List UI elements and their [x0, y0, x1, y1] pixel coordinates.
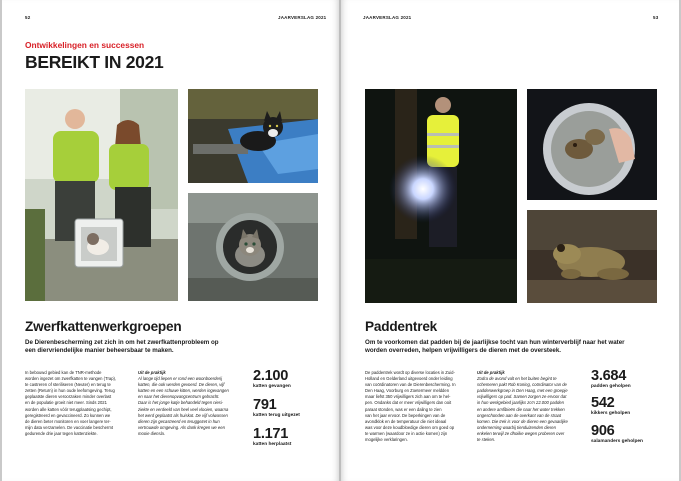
practice-quote	[138, 370, 250, 437]
quote-line: ongeschonden aan de overkant van de straat	[477, 412, 562, 418]
body-line: paraat stonden, was er een daling te zien	[365, 406, 442, 412]
quote-line: en andere amfibieën die naar het water trekken	[477, 406, 565, 412]
quote-text	[477, 376, 589, 443]
right-page	[341, 0, 679, 481]
quote-line: Al lange tijd liepen er rond een woonboerderij	[138, 376, 223, 382]
stat-cats-caught	[253, 369, 291, 389]
stat-toads-helped	[591, 369, 631, 389]
stat-cats-returned	[253, 398, 300, 418]
quote-line: paddenwerkgroep in Den Haag, met een groepje	[477, 388, 568, 394]
body-line: pen. Ondanks dat er meer vrijwilligers dan ooit	[365, 400, 452, 406]
body-line: gedurende drie jaar tegen kattenziekte.	[25, 430, 98, 436]
section-heading: Paddentrek	[365, 319, 438, 334]
quote-line: schemeren pakt Rob Koning, coördinator van de	[477, 382, 567, 388]
quote-line: Daar is het jonge katje behandeld tegen niesi-	[138, 400, 224, 406]
body-line: van coördinatoren van de Dierenbescherming. In	[365, 382, 456, 388]
photo-volunteer-with-flashlight	[365, 89, 517, 303]
photo-kitten-in-pipe	[188, 193, 318, 301]
section-label: Ontwikkelingen en successen	[25, 40, 145, 50]
stat-value: 2.100	[253, 368, 289, 384]
quote-line: vrijwilligers op pad. Samen zorgen ze ervoor dat	[477, 394, 567, 400]
quote-line: ziekte en verdeeld van heel veel vlooien, waarna	[138, 406, 229, 412]
quote-line: katten, die ook werden gevoerd. De dieren, vijf	[138, 382, 225, 388]
body-line: mogelijke verklaringen.	[365, 437, 408, 443]
body-line: zetten (Return) in hun oude leefomgeving. Terug	[25, 388, 115, 394]
stat-value: 3.684	[591, 368, 627, 384]
quote-line: te steken.	[477, 437, 496, 443]
body-line: en de populatie groeit niet meer. Sinds 2021	[25, 400, 107, 406]
running-header: JAARVERSLAG 2021	[363, 15, 412, 20]
stat-label: katten terug uitgezet	[253, 413, 300, 418]
body-line: geplaatste dieren veroorzaken minder overlast	[25, 394, 112, 400]
section-title: BEREIKT IN 2021	[25, 52, 164, 72]
body-line: avondklok en de temperatuur die niet ideaal	[365, 418, 447, 424]
page-number: 53	[653, 15, 659, 20]
photo-workers-with-cat-carrier	[25, 89, 178, 301]
body-line: te castreren of steriliseren (Neuter) en terug te	[25, 382, 111, 388]
stat-label: salamanders geholpen	[591, 439, 643, 444]
body-text	[365, 370, 473, 443]
quote-line: Zodra de avond valt en het buiten begint te	[477, 376, 557, 382]
body-line: de dieren beter monitoren en voer langere ter-	[25, 418, 111, 424]
stat-label: padden geholpen	[591, 384, 631, 389]
quote-line: onderneming waarbij tienduizenden dieren	[477, 424, 556, 430]
stat-value: 791	[253, 397, 277, 413]
stat-label: katten herplaatst	[253, 442, 292, 447]
body-line: In bebouwd gebied kan de TNR-methode	[25, 370, 102, 375]
quote-heading: Uit de praktijk	[477, 370, 505, 375]
stat-frogs-helped	[591, 396, 630, 416]
quote-line: vertrouwde omgeving. Als dank kregen we een	[138, 424, 225, 430]
quote-line: in hun werkgebied jaarlijks zo'n 22.000 padden	[477, 400, 564, 406]
quote-line: katten en een schuwe kitten, werden ingevangen	[138, 388, 229, 394]
lead-paragraph: Om te voorkomen dat padden bij de jaarlijkse tocht van hun winterverblijf naar het water worden overreden, helpen vrijwilligers de dieren met de oversteek.	[365, 339, 625, 354]
section-heading: Zwerfkattenwerkgroepen	[25, 319, 182, 334]
body-line: was voor deze koudbloedige dieren om goed op	[365, 424, 455, 430]
body-line: te warmen (waardoor ze in actie komen) zijn	[365, 430, 448, 436]
practice-quote	[477, 370, 589, 443]
stat-cats-rehomed	[253, 427, 291, 447]
quote-line: dieren zijn gecastreerd en teruggezet in hun	[138, 418, 220, 424]
body-line: maar liefst 350 vrijwilligers zich aan om te hel-	[365, 394, 451, 400]
lead-paragraph: De Dierenbescherming zet zich in om het zwerfkattenprobleem op een diervriendelijke manier beheersbaar te maken.	[25, 339, 219, 354]
photo-toads-in-bucket	[527, 89, 657, 200]
photo-cat-on-tarp	[188, 89, 318, 183]
quote-line: mooie diensla.	[138, 430, 166, 436]
body-line: worden ingezet om zwerfkatten te vangen (Trap),	[25, 376, 117, 382]
page-number: 52	[25, 15, 31, 20]
body-line: De paddentrek wordt op diverse locaties in Zuid-	[365, 370, 455, 375]
stat-label: kikkers geholpen	[591, 411, 631, 416]
body-line: Holland en Gelderland uitgevoerd onder leiding	[365, 376, 453, 382]
photo-frog	[527, 210, 657, 303]
body-line: geregistreerd en gevaccineerd. Zo kunnen we	[25, 412, 111, 418]
stat-salamanders-helped	[591, 424, 643, 444]
quote-line: het werd geplaatst als huiskat. De vijf volwassen	[138, 412, 228, 418]
body-line: worden alle katten vóór terugplaatsing gechipt,	[25, 406, 112, 412]
stat-label: katten gevangen	[253, 384, 291, 389]
stat-value: 542	[591, 395, 615, 411]
body-line: Den Haag, Voorburg en Zoetermeer meldden	[365, 388, 450, 394]
quote-line: en naar het dierenopvangcentrum gebracht.	[138, 394, 220, 400]
body-line: van het jaar ervoor. De beperkingen van de	[365, 412, 446, 418]
quote-text	[138, 376, 250, 437]
running-header: JAARVERSLAG 2021	[278, 15, 327, 20]
quote-line: komen. Die trek is voor de dieren een gevaarlijke	[477, 418, 568, 424]
body-text	[25, 370, 133, 437]
left-page	[2, 0, 339, 481]
quote-line: enkelen terwijl ze dhoiike wegen proberen over	[477, 430, 565, 436]
stat-value: 906	[591, 423, 615, 439]
body-line: mijn data verzamelen. De vaccinatie beschermt	[25, 424, 113, 430]
quote-heading: Uit de praktijk	[138, 370, 166, 375]
stat-value: 1.171	[253, 426, 289, 442]
